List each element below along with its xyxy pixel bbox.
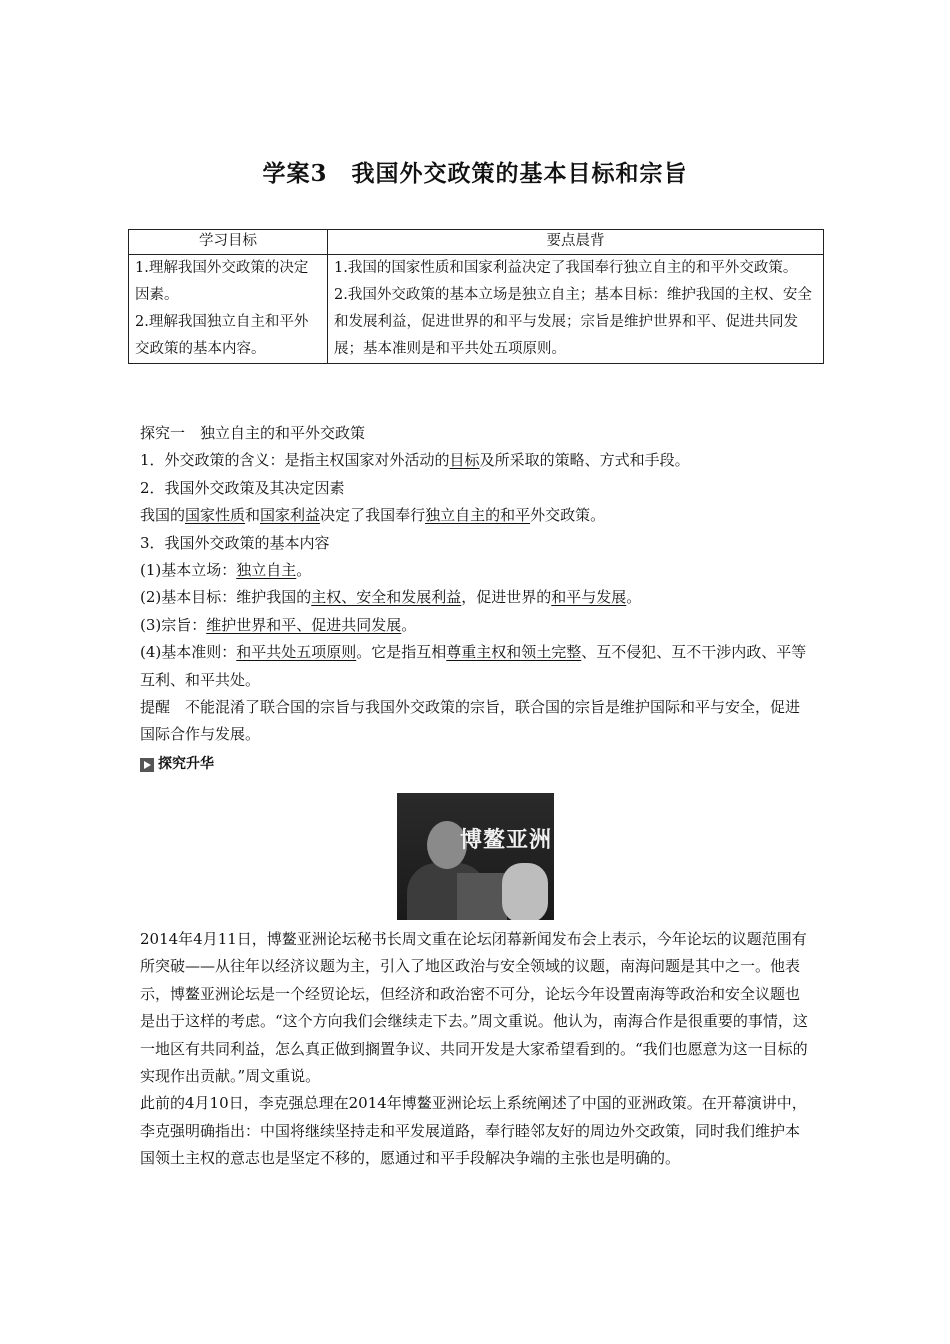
learning-goal-1: 1.理解我国外交政策的决定因素。 [135, 260, 309, 303]
text: 和 [245, 506, 261, 525]
section-label-text: 探究升华 [158, 755, 214, 772]
paragraph-stance [140, 557, 812, 584]
text: (2)基本目标：维护我国的 [140, 588, 312, 607]
paragraph-purpose [140, 612, 812, 639]
text: 1．外交政策的含义：是指主权国家对外活动的 [140, 451, 450, 470]
table-header-left: 学习目标 [129, 230, 328, 255]
text: 我国的 [140, 506, 186, 525]
page-title: 学案3 我国外交政策的基本目标和宗旨 [262, 160, 688, 187]
paragraph-factors [140, 502, 812, 529]
paragraph-heading-3: 3．我国外交政策的基本内容 [140, 533, 330, 552]
text: 。它是指互相 [356, 643, 447, 662]
underlined-term: 和平与发展 [551, 588, 627, 607]
paragraph-reminder: 提醒 不能混淆了联合国的宗旨与我国外交政策的宗旨，联合国的宗旨是维护国际和平与安全，促进国际合作与发展。 [140, 698, 801, 744]
text: (4)基本准则： [140, 643, 237, 662]
text: ，促进世界的 [461, 588, 552, 607]
text: 及所采取的策略、方式和手段。 [479, 451, 690, 470]
underlined-term: 目标 [449, 451, 480, 470]
news-paragraph-1: 2014年4月11日，博鳌亚洲论坛秘书长周文重在论坛闭幕新闻发布会上表示，今年论坛的议题范围有所突破——从往年以经济议题为主，引入了地区政治与安全领域的议题，南海问题是其中之一。他表示，博鳌亚洲论坛是一个经贸论坛，但经济和政治密不可分，论坛今年设置南海等政治和安全议题也是出于这样的考虑。“这个方向我们会继续走下去。”周文重说。他认为，南海合作是很重要的事情，这一地区有共同利益，怎么真正做到搁置争议、共同开发是大家希望看到的。“我们也愿意为这一目标的实现作出贡献。”周文重说。 [140, 930, 808, 1086]
underlined-term: 国家利益 [260, 506, 321, 525]
text: (1)基本立场： [140, 561, 237, 580]
text: 。 [296, 561, 312, 580]
key-points-cell [328, 255, 824, 364]
lesson-body [140, 420, 812, 778]
podium [457, 873, 507, 920]
play-triangle-icon [140, 758, 154, 772]
underlined-term: 独立自主 [236, 561, 297, 580]
paragraph-goals [140, 584, 812, 611]
paragraph-definition [140, 447, 812, 474]
text: (3)宗旨： [140, 615, 207, 634]
learning-goal-2: 2.理解我国独立自主和平外交政策的基本内容。 [135, 314, 309, 357]
underlined-term: 独立自主的和平 [425, 506, 531, 525]
photo-banner-text: 博鳌亚洲 [459, 828, 552, 853]
text: 决定了我国奉行 [320, 506, 426, 525]
news-paragraph-2: 此前的4月10日，李克强总理在2014年博鳌亚洲论坛上系统阐述了中国的亚洲政策。在开幕演讲中，李克强明确指出：中国将继续坚持走和平发展道路，奉行睦邻友好的周边外交政策，同时我们维护本国领土主权的意志也是坚定不移的，愿通过和平手段解决争端的主张也是明确的。 [140, 1094, 807, 1168]
objectives-table [128, 229, 824, 364]
table-header-right: 要点晨背 [328, 230, 824, 255]
key-point-1: 1.我国的国家性质和国家利益决定了我国奉行独立自主的和平外交政策。 [334, 260, 798, 276]
text: 。 [401, 615, 417, 634]
section-label [140, 751, 812, 778]
underlined-term: 和平共处五项原则 [236, 643, 357, 662]
news-text [140, 926, 812, 1173]
key-point-2: 2.我国外交政策的基本立场是独立自主；基本目标：维护我国的主权、安全和发展利益，促进世界的和平与发展；宗旨是维护世界和平、促进共同发展；基本准则是和平共处五项原则。 [334, 287, 812, 357]
learning-goals-cell [129, 255, 328, 364]
underlined-term: 国家性质 [185, 506, 246, 525]
underlined-term: 主权、安全和发展利益 [311, 588, 462, 607]
news-photo [397, 793, 554, 920]
underlined-term: 尊重主权和领土完整 [446, 643, 582, 662]
text: 。 [626, 588, 642, 607]
paragraph-principles [140, 639, 812, 694]
paragraph-heading-2: 2．我国外交政策及其决定因素 [140, 478, 345, 497]
text: 、互不侵犯、互不干涉内政、平等互利、和平共处。 [140, 643, 807, 689]
section-heading: 探究一 独立自主的和平外交政策 [140, 424, 366, 442]
flower-arrangement [502, 863, 548, 920]
text: 外交政策。 [530, 506, 606, 525]
underlined-term: 维护世界和平、促进共同发展 [206, 615, 402, 634]
